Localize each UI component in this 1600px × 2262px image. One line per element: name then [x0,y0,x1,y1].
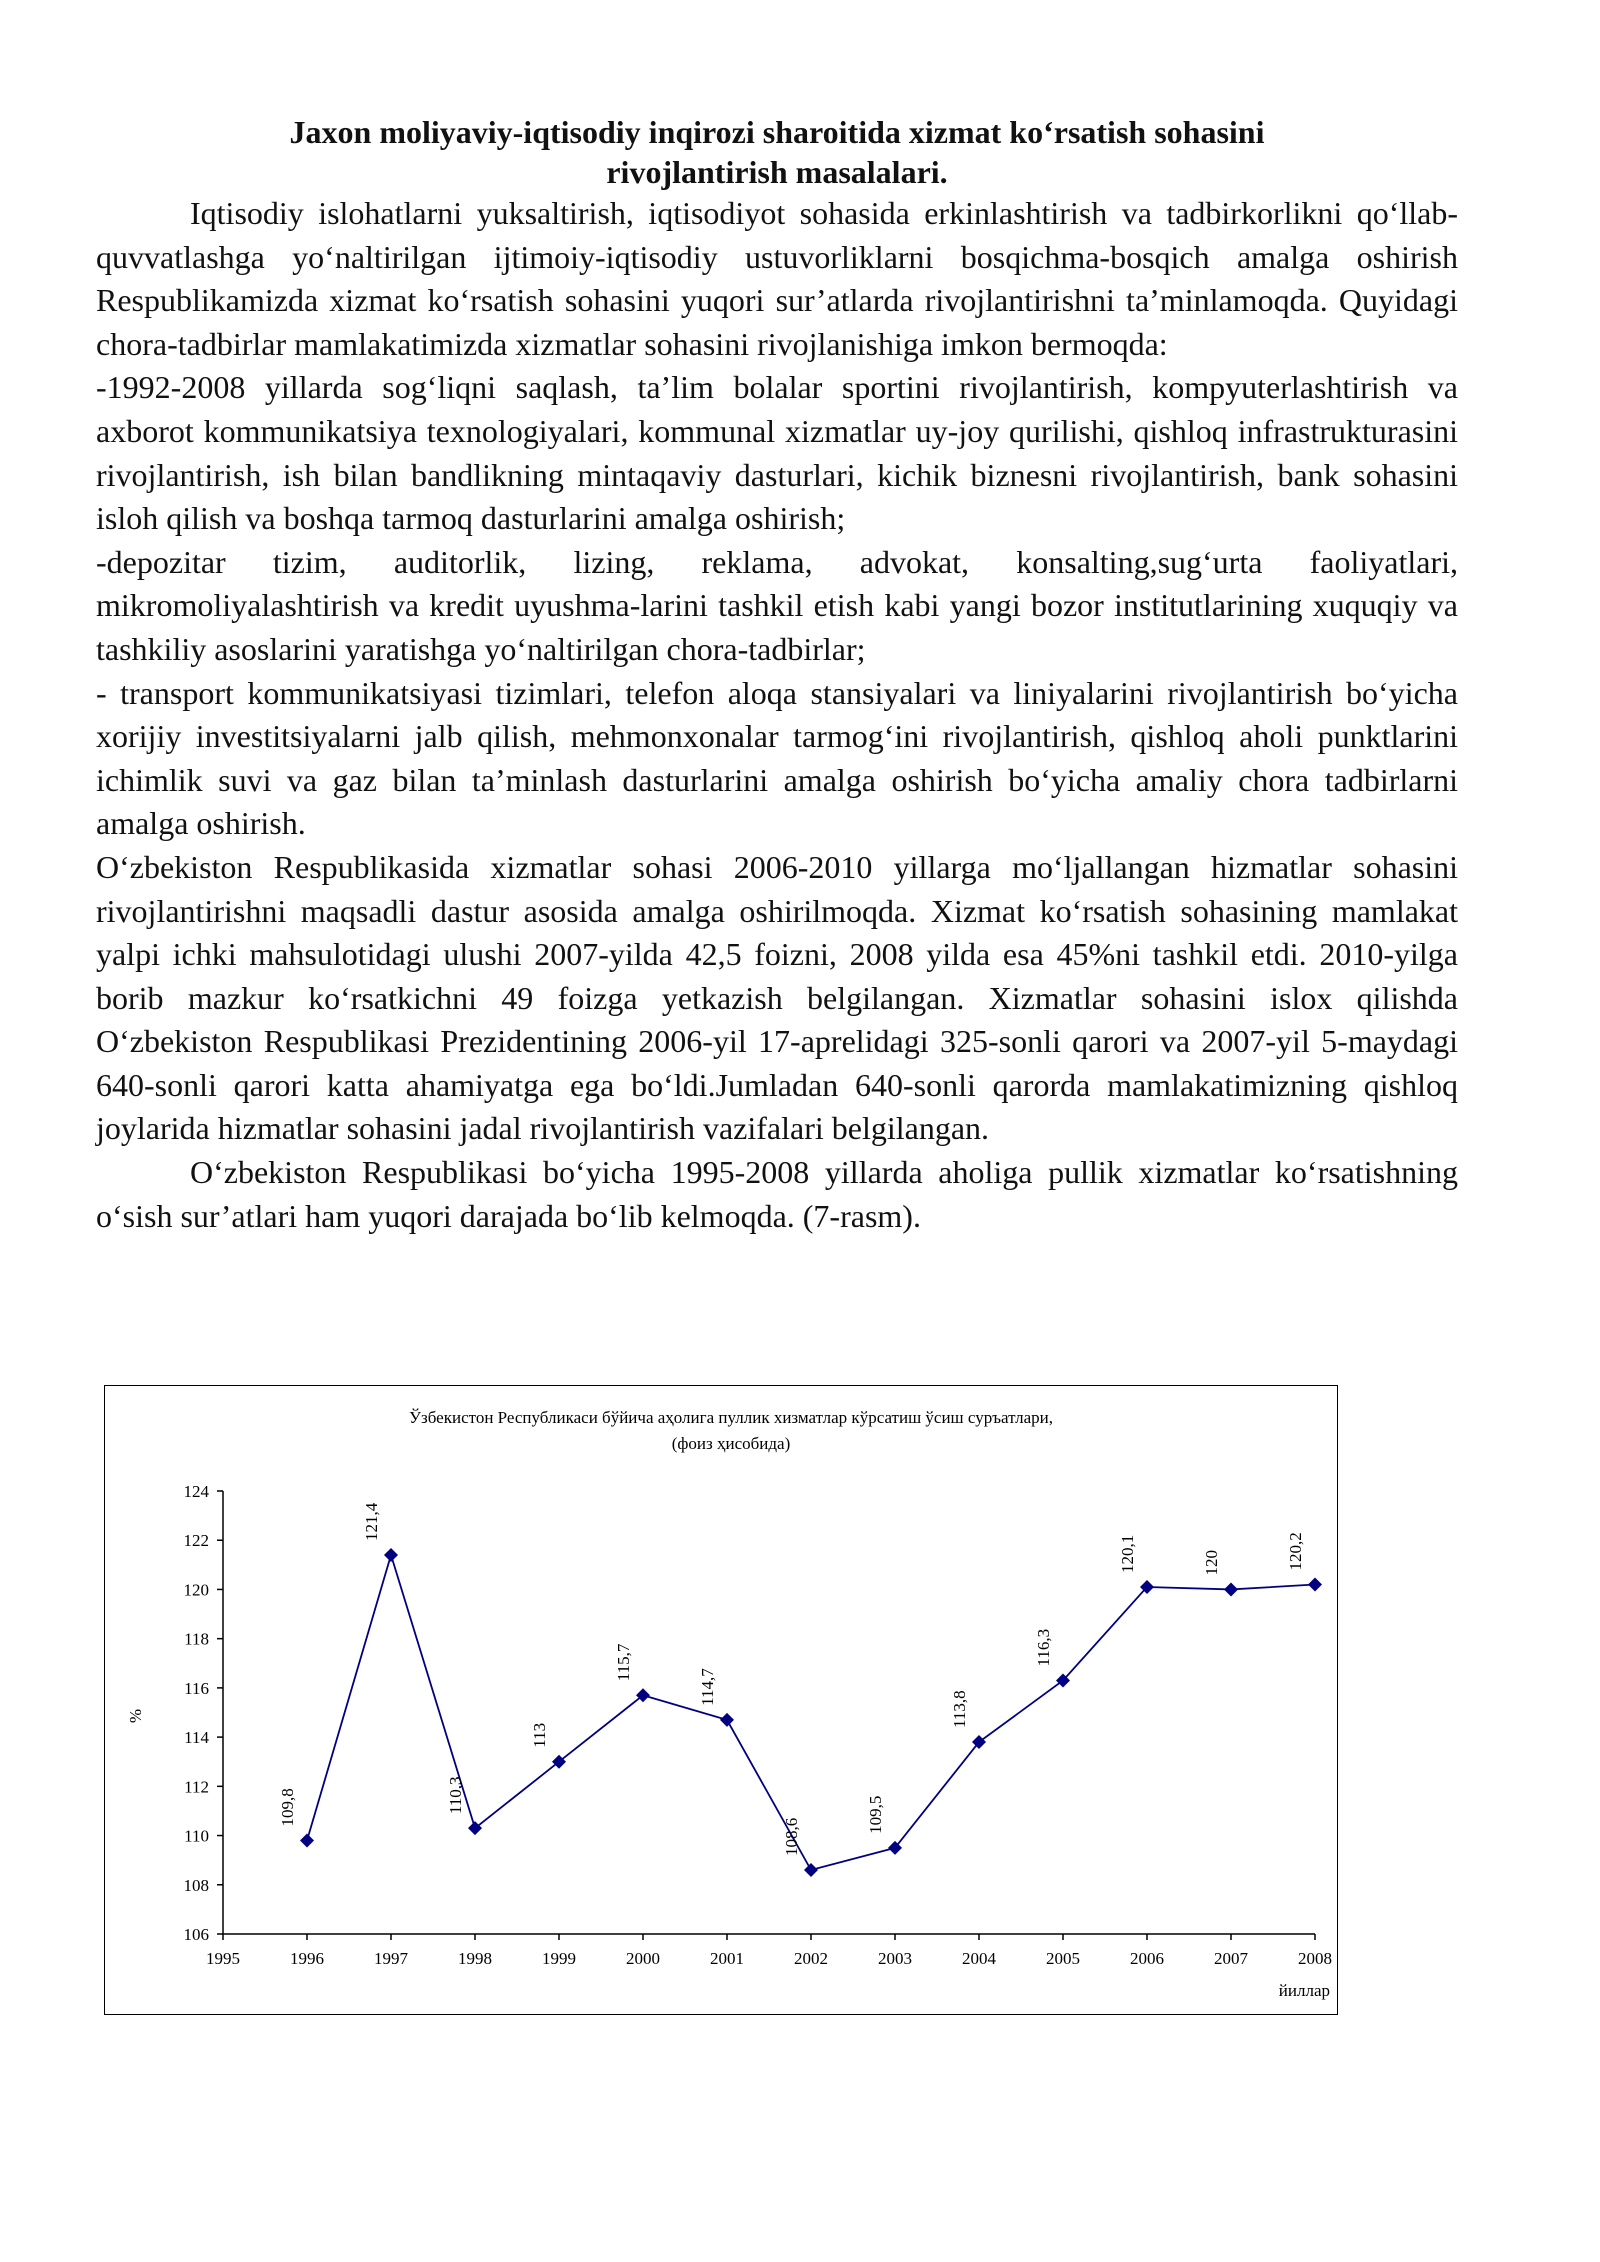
data-point-marker [384,1548,398,1562]
y-tick-label: 122 [183,1531,209,1551]
y-tick-label: 110 [184,1826,209,1846]
chart-series [278,1502,1322,1877]
data-point-marker [804,1863,818,1877]
y-tick-label: 112 [184,1777,209,1797]
chart-title: Ўзбекистон Республикаси бўйича аҳолига пуллик хизматлар кўрсатиш ўсиш суръатлари, [409,1408,1053,1427]
x-tick-label: 1995 [206,1949,240,1968]
y-tick-label: 106 [183,1925,209,1944]
x-tick-label: 2007 [1214,1949,1248,1968]
x-tick-label: 2005 [1046,1949,1080,1968]
y-tick-label: 118 [184,1629,209,1649]
x-tick-label: 1996 [290,1949,324,1968]
paragraph-measures-1992-2008: -1992-2008 yillarda sog‘liqni saqlash, ta’lim bolalar sportini rivojlantirish, kompyuterlashtirish va axborot kommunikatsiya texnologiyalari, kommunal xizmatlar uy-joy qurilishi, qishloq infrastrukturasini rivojlantirish, ish bilan bandlikning mintaqaviy dasturlari, kichik biznesni rivojlantirish, bank sohasini isloh qilish va boshqa tarmoq dasturlarini amalga oshirish; [96,369,1458,537]
y-tick-label: 114 [184,1728,209,1748]
chart-subtitle: (фоиз ҳисобида) [671,1434,791,1453]
y-tick-label: 120 [183,1580,209,1600]
data-label: 114,7 [698,1668,717,1706]
data-label: 113,8 [950,1690,969,1729]
paragraph-measures-depozitar: -depozitar tizim, auditorlik, lizing, reklama, advokat, konsalting,sug‘urta faoliyatlari, mikromoliyalashtirish va kredit uyushma-larini tashkil etish kabi yangi bozor institutlarining xuquqiy va tashkiliy asoslarini yaratishga yo‘naltirilgan chora-tadbirlar; [96,543,1458,667]
y-axis-label: % [126,1708,145,1724]
data-point-marker [720,1713,734,1727]
data-point-marker [1224,1582,1238,1596]
data-label: 109,8 [278,1788,297,1827]
x-tick-label: 1998 [458,1949,492,1968]
data-point-marker [300,1833,314,1847]
x-tick-label: 2004 [962,1949,996,1968]
data-label: 115,7 [614,1643,633,1682]
growth-rate-chart [104,1385,1338,2015]
paragraph-figure-reference: O‘zbekiston Respublikasi bo‘yicha 1995-2008 yillarda aholiga pullik xizmatlar ko‘rsatishning o‘sish sur’atlari ham yuqori darajada bo‘lib kelmoqda. (7-rasm). [96,1154,1458,1234]
paragraph-services-sector: O‘zbekiston Respublikasida xizmatlar sohasi 2006-2010 yillarga mo‘ljallangan hizmatlar sohasini rivojlantirishni maqsadli dastur asosida amalga oshirilmoqda. Xizmat ko‘rsatish sohasining mamlakat yalpi ichki mahsulotidagi ulushi 2007-yilda 42,5 foizni, 2008 yilda esa 45%ni tashkil etdi. 2010-yilga borib mazkur ko‘rsatkichni 49 foizga yetkazish belgilangan. Xizmatlar sohasini islox qilishda O‘zbekiston Respublikasi Prezidentining 2006-yil 17-aprelidagi 325-sonli qarori va 2007-yil 5-maydagi 640-sonli qarori katta ahamiyatga ega bo‘ldi.Jumladan 640-sonli qarorda mamlakatimizning qishloq joylarida hizmatlar sohasini jadal rivojlantirish vazifalari belgilangan. [96,848,1458,1147]
data-label: 120,2 [1286,1532,1305,1571]
data-label: 110,3 [446,1776,465,1815]
data-point-marker [1308,1578,1322,1592]
x-tick-label: 2000 [626,1949,660,1968]
data-label: 109,5 [866,1795,885,1834]
y-tick-label: 116 [184,1678,209,1698]
data-label: 120 [1202,1549,1221,1576]
data-label: 113 [530,1722,549,1748]
chart-axes [184,1482,1333,1968]
data-label: 120,1 [1118,1534,1137,1573]
paragraph-measures-transport: - transport kommunikatsiyasi tizimlari, telefon aloqa stansiyalari va liniyalarini rivojlantirish bo‘yicha xorijiy investitsiyalarni jalb qilish, mehmonxonalar tarmog‘ini rivojlantirish, qishloq aholi punktlarini ichimlik suvi va gaz bilan ta’minlash dasturlarini amalga oshirish bo‘yicha amaliy chora tadbirlarni amalga oshirish. [96,674,1458,842]
document-title-line-2: rivojlantirish masalalari. [606,154,948,190]
y-tick-label: 124 [183,1482,209,1501]
x-tick-label: 2002 [794,1949,828,1968]
document-title-line-1: Jaxon moliyaviy-iqtisodiy inqirozi sharoitida xizmat ko‘rsatish sohasini [289,114,1265,150]
x-tick-label: 1997 [374,1949,408,1968]
data-label: 121,4 [362,1502,381,1541]
x-axis-label: йиллар [1278,1981,1330,2000]
data-label: 116,3 [1034,1628,1053,1667]
x-tick-label: 2008 [1298,1949,1332,1968]
x-tick-label: 2003 [878,1949,912,1968]
data-label: 108,6 [782,1817,801,1857]
series-line [307,1555,1315,1870]
x-tick-label: 2006 [1130,1949,1164,1968]
y-tick-label: 108 [183,1875,209,1895]
x-tick-label: 1999 [542,1949,576,1968]
document-page [96,112,1458,1238]
paragraph-intro: Iqtisodiy islohatlarni yuksaltirish, iqtisodiyot sohasida erkinlashtirish va tadbirkorlikni qo‘llab-quvvatlashga yo‘naltirilgan ijtimoiy-iqtisodiy ustuvorliklarni bosqichma-bosqich amalga oshirish Respublikamizda xizmat ko‘rsatish sohasini yuqori sur’atlarda rivojlantirishni ta’minlamoqda. Quyidagi chora-tadbirlar mamlakatimizda xizmatlar sohasini rivojlanishiga imkon bermoqda: [96,195,1458,362]
x-tick-label: 2001 [710,1949,744,1968]
chart-canvas [105,1386,1339,2016]
